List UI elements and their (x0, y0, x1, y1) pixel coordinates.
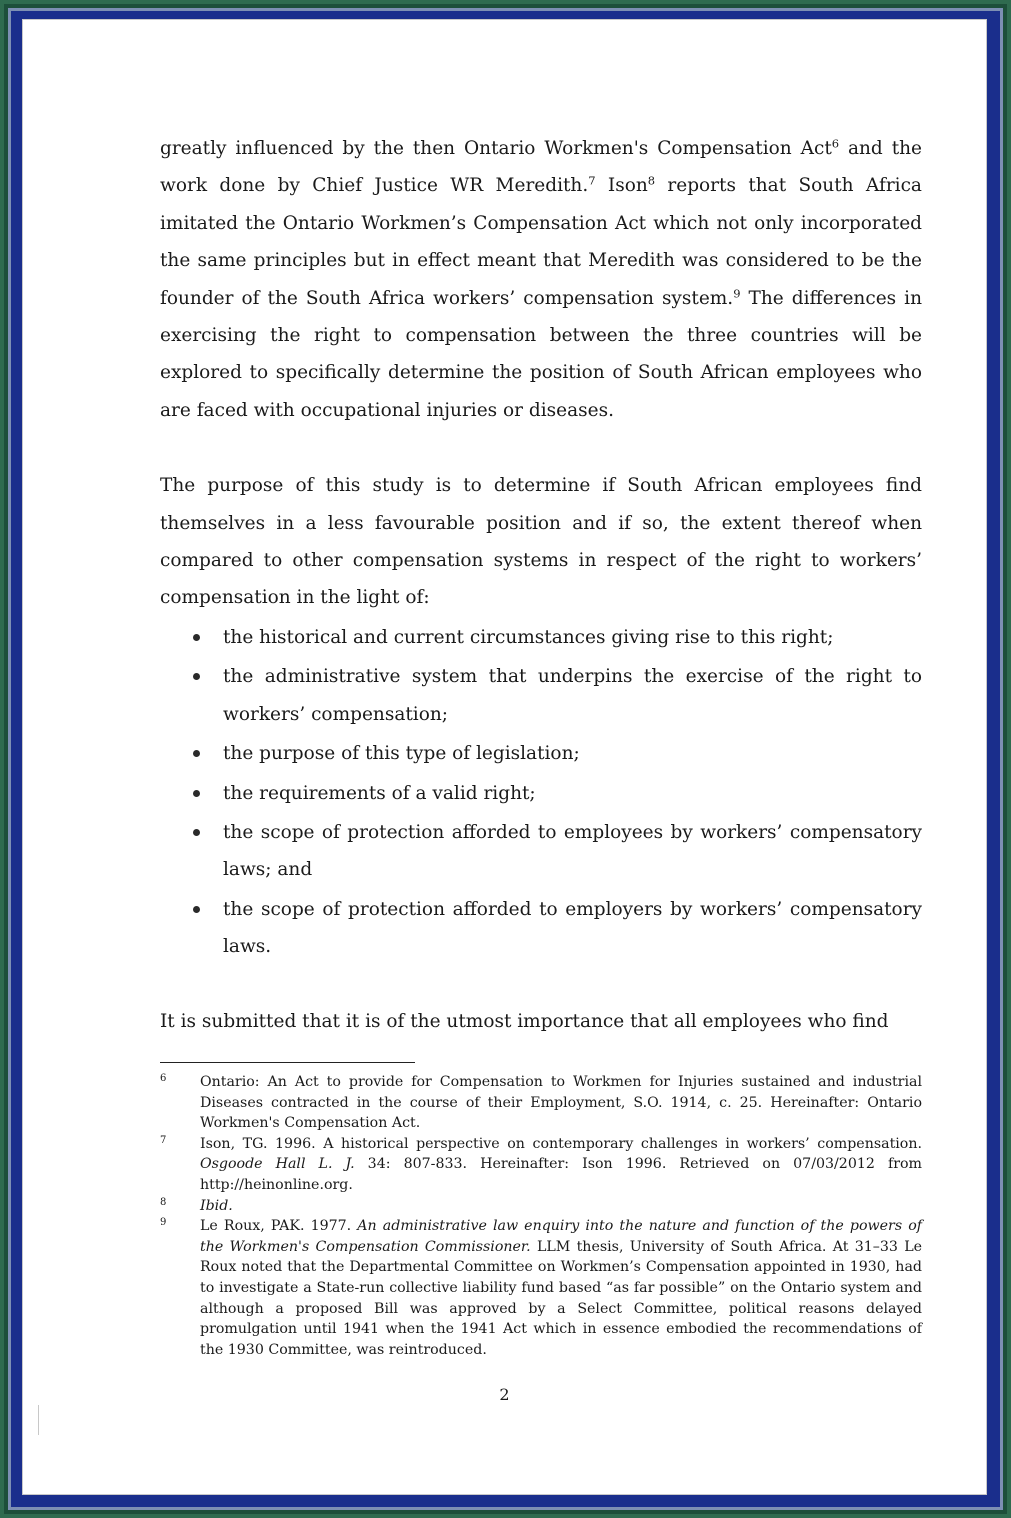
paragraph-3: It is submitted that it is of the utmost importance that all employees who find (160, 1010, 889, 1032)
bullet-icon (193, 906, 200, 913)
footnote-9 (160, 1216, 922, 1360)
footnotes (160, 1072, 922, 1360)
list-item-text: the historical and current circumstances giving rise to this right; (223, 626, 834, 648)
footnote-8 (160, 1196, 922, 1217)
paragraph-2: The purpose of this study is to determine if South African employees find themselves in a less favourable position and if so, the extent thereof when compared to other compensation systems in respect of the right to workers’ compensation in the light of: (160, 475, 922, 609)
footnote-ref-7[interactable]: 7 (588, 174, 596, 189)
footnote-ref-6[interactable]: 6 (831, 136, 840, 151)
bullet-icon (193, 829, 200, 836)
footnote-text: Ontario: An Act to provide for Compensation to Workmen for Injuries sustained and industrial Diseases contracted in the course of their Employment, S.O. 1914, c. 25. Hereinafter: Ontario Workmen's Compensation Act. (200, 1074, 922, 1132)
footnote-text: Le Roux, PAK. 1977. (200, 1218, 358, 1235)
paragraph-1 (160, 130, 922, 429)
footnote-number: 7 (160, 1134, 167, 1146)
paragraph-1-text-b: and the work done by Chief Justice WR Meredith. (160, 138, 922, 197)
footnote-text: LLM thesis, University of South Africa. At 31–33 Le Roux noted that the Departmental Committee on Workmen’s Compensation appointed in 1930, had to investigate a State-run collective liability fund based “as far possible” on the Ontario system and although a proposed Bill was approved by a Select Committee, political reasons delayed promulgation until 1941 when the 1941 Act which in essence embodied the recommendations of the 1930 Committee, was reintroduced. (200, 1238, 923, 1358)
footnote-journal: Osgoode Hall L. J. (200, 1156, 355, 1173)
footnote-number: 9 (160, 1217, 167, 1229)
footnote-7 (160, 1134, 922, 1196)
list-item-text: the scope of protection afforded to employees by workers’ compensatory laws; and (223, 821, 922, 881)
list-item (160, 814, 922, 889)
list-item (160, 735, 922, 772)
footnote-ref-9[interactable]: 9 (733, 286, 741, 301)
paragraph-1-text-e: The differences in exercising the right to compensation between the three countries will be explored to specifically determine the position of South African employees who are faced with occupational injuries or diseases. (160, 287, 922, 421)
footnote-divider (160, 1062, 415, 1063)
paragraph-1-text-a: greatly influenced by the then Ontario Workmen's Compensation Act (160, 138, 832, 159)
footnote-number: 6 (160, 1073, 167, 1084)
body-text (160, 130, 922, 1040)
scan-margin-mark (38, 1405, 39, 1435)
footnote-ref-8[interactable]: 8 (647, 174, 656, 189)
footnote-text: Ibid. (200, 1197, 233, 1214)
footnote-text: 34: 807-833. Hereinafter: Ison 1996. Retrieved on 07/03/2012 from http://heinonline.org. (200, 1156, 922, 1193)
list-item (160, 658, 922, 733)
list-item-text: the requirements of a valid right; (223, 782, 536, 804)
document-page (22, 19, 987, 1495)
paragraph-1-text-c: Ison (595, 175, 648, 197)
list-item (160, 891, 922, 966)
footnote-number: 8 (160, 1196, 167, 1208)
page-number: 2 (499, 1385, 510, 1404)
list-item-text: the purpose of this type of legislation; (223, 743, 580, 765)
list-item (160, 619, 922, 656)
list-item-text: the scope of protection afforded to employers by workers’ compensatory laws. (223, 898, 922, 958)
bullet-icon (193, 750, 200, 757)
footnote-title: An administrative law enquiry into the nature and function of the powers of the Workmen's Compensation Commissioner. (200, 1218, 923, 1255)
paragraph-1-text-d: reports that South Africa imitated the Ontario Workmen’s Compensation Act which not only incorporated the same principles but in effect meant that Meredith was considered to be the founder of the South Africa workers’ compensation system. (160, 175, 922, 309)
list-item-text: the administrative system that underpins the exercise of the right to workers’ compensation; (223, 666, 922, 725)
footnote-6 (160, 1072, 922, 1134)
list-item (160, 775, 922, 812)
bullet-icon (193, 634, 200, 641)
footnote-text: Ison, TG. 1996. A historical perspective on contemporary challenges in workers’ compensation. (200, 1135, 922, 1152)
bullet-icon (193, 673, 200, 680)
bullet-list (160, 619, 922, 966)
bullet-icon (193, 790, 200, 797)
